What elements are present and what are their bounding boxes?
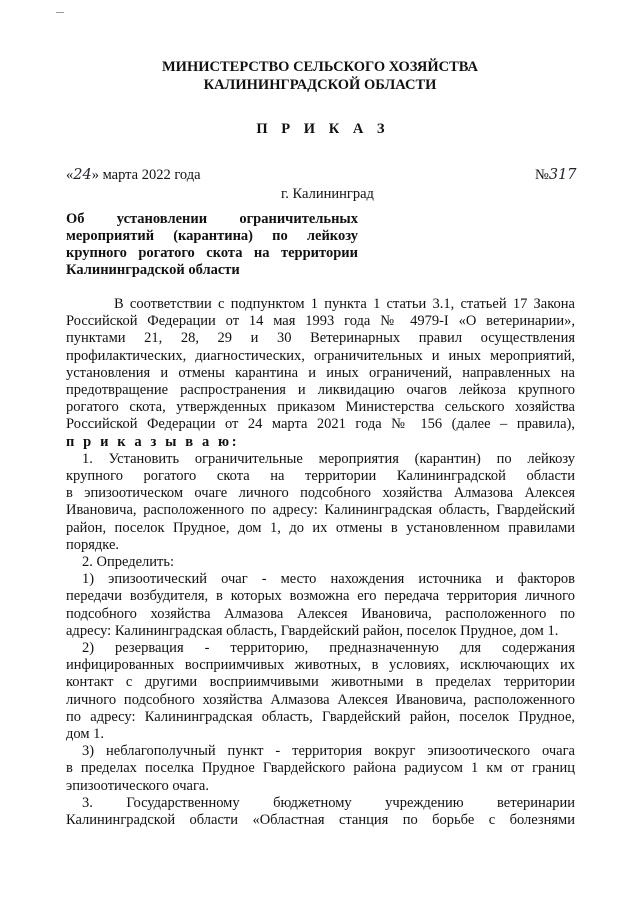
number-handwritten: 317 [548,167,577,183]
item1-line: в эпизоотическом очаге личного подсобного хозяйства Алмазова Алексея [66,485,575,502]
ministry-header [0,58,640,94]
date-open-quote: « [66,167,74,183]
item2-1-line: подсобного хозяйства Алмазова Алексея Ивановича, расположенного по [66,605,575,622]
order-subject [66,211,358,279]
preamble-line: В соответствии с подпунктом 1 пункта 1 статьи 3.1, статьей 17 Закона [114,296,575,312]
ministry-line-2: КАЛИНИНГРАДСКОЙ ОБЛАСТИ [203,77,437,93]
item2-2-line: по адресу: Калининградская область, Гвардейский район, поселок Прудное, [66,708,575,725]
preamble-line: рогатого скота, утвержденных приказом Министерства сельского хозяйства [66,399,575,416]
date-day-handwritten: 24 [73,167,92,183]
item1-line: крупного рогатого скота на территории Калининградской области [66,468,575,485]
item2-3-line: эпизоотического очага. [66,777,209,794]
preamble-line: Российской Федерации от 14 мая 1993 года № 4979-I «О ветеринарии», [66,313,575,330]
item2-2-line: личного подсобного хозяйства Алмазова Алексея Ивановича, расположенного [66,691,575,708]
item2-heading: 2. Определить: [82,554,175,571]
preamble-line: профилактических, диагностических, ограничительных и иных мероприятий, [66,347,575,364]
ministry-line-1: МИНИСТЕРСТВО СЕЛЬСКОГО ХОЗЯЙСТВА [162,59,478,75]
item3-line: 3. Государственному бюджетному учреждению ветеринарии [82,794,575,811]
number-prefix: № [535,167,549,183]
item2-1-line: передачи возбудителя, в которых возможна его передача территория личного [66,588,575,605]
date-close-quote: » [91,167,99,183]
order-word: п р и к а з ы в а ю: [66,433,240,450]
preamble-line: Российской Федерации от 24 марта 2021 года № 156 (далее – правила), [66,416,575,433]
subject-line: Об установлении ограничительных [66,211,358,227]
item1-line: Ивановича, расположенного по адресу: Калининградская область, Гвардейский [66,502,575,519]
order-date [66,167,201,184]
item2-1-line: 1) эпизоотический очаг - место нахождения источника и факторов [82,571,575,588]
city: г. Калининград [281,186,374,202]
order-body [66,296,575,829]
preamble-line: пунктами 21, 28, 29 и 30 Ветеринарных правил осуществления [66,330,575,347]
item2-2-line: дом 1. [66,726,105,743]
order-number [535,167,577,184]
subject-line: крупного рогатого скота на территории [66,245,358,261]
item1-line: порядке. [66,536,120,553]
item2-2-line: контакт с другими восприимчивыми животными в пределах территории [66,674,575,691]
item2-3-line: 3) неблагополучный пункт - территория вокруг эпизоотического очага [82,743,575,760]
item1-line: 1. Установить ограничительные мероприятия (карантин) по лейкозу [82,450,575,467]
item2-3-line: в пределах поселка Прудное Гвардейского района радиусом 1 км от границ [66,760,575,777]
item2-2-line: инфицированных восприимчивых животных, в условиях, исключающих их [66,657,575,674]
item2-1-line: адресу: Калининградская область, Гвардейский район, поселок Прудное, дом 1. [66,622,559,639]
date-rest: марта 2022 года [98,167,201,183]
preamble-line: установления и отмены карантина и иных ограничений, направленных на [66,364,575,381]
item1-line: район, поселок Прудное, дом 1, до их отмены в установленном правилами [66,519,575,536]
document-type: П Р И К А З [256,121,390,137]
preamble-line: предотвращение распространения и ликвидацию очагов лейкоза крупного [66,382,575,399]
subject-line: мероприятий (карантина) по лейкозу [66,228,358,244]
subject-line: Калининградской области [66,262,240,278]
corner-mark [56,12,64,13]
item3-line: Калининградской области «Областная станция по борьбе с болезнями [66,812,575,829]
item2-2-line: 2) резервация - территорию, предназначенную для содержания [82,640,575,657]
